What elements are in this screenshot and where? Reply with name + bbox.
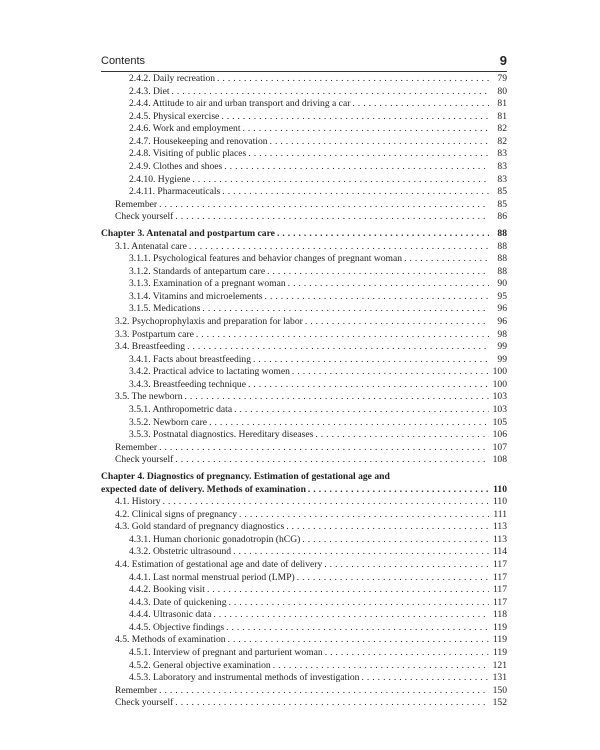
dot-leader: [305, 316, 489, 329]
dot-leader: [361, 672, 489, 685]
toc-entry-page: 117: [492, 571, 507, 583]
toc-entry-title: 4.4.3. Date of quickening: [129, 596, 227, 608]
toc-entry-title: 3.1. Antenatal care: [115, 240, 187, 252]
toc-entry-title: 2.4.10. Hygiene: [129, 173, 191, 185]
toc-entry-title: 3.5. The newborn: [115, 391, 183, 403]
toc-entry-title: 2.4.5. Physical exercise: [129, 110, 220, 122]
toc-entry-title: Chapter 3. Antenatal and postpartum care: [101, 227, 275, 239]
toc-entry-page: 100: [492, 378, 507, 390]
toc-entry-page: 110: [492, 496, 507, 508]
dot-leader: [325, 647, 489, 660]
dot-leader: [404, 253, 489, 266]
toc-entry[interactable]: [101, 148, 507, 161]
toc-entry[interactable]: [101, 391, 507, 404]
toc-entry-page: 110: [493, 483, 507, 495]
dot-leader: [196, 329, 489, 342]
toc-entry-page: 121: [492, 659, 507, 671]
toc-entry[interactable]: [101, 86, 507, 99]
dot-leader: [172, 86, 489, 99]
table-of-contents: [101, 73, 507, 710]
toc-entry-title: 4.3. Gold standard of pregnancy diagnostics: [115, 521, 285, 533]
toc-entry-title: 3.4.3. Breastfeeding technique: [129, 378, 246, 390]
toc-entry-title: 3.4.2. Practical advice to lactating women: [129, 366, 290, 378]
toc-entry-title: 4.1. History: [115, 496, 161, 508]
toc-entry[interactable]: [101, 199, 507, 212]
dot-leader: [229, 597, 489, 610]
toc-entry[interactable]: [101, 442, 507, 455]
toc-entry-page: 117: [492, 558, 507, 570]
toc-entry[interactable]: [101, 454, 507, 467]
running-header: [101, 55, 507, 72]
toc-entry[interactable]: [101, 660, 507, 673]
toc-entry-title: 3.2. Psychoprophylaxis and preparation for labor: [115, 315, 303, 327]
toc-entry-page: 88: [497, 227, 507, 239]
toc-entry[interactable]: [101, 521, 507, 534]
toc-entry-title: 4.2. Clinical signs of pregnancy: [115, 508, 238, 520]
dot-leader: [222, 186, 489, 199]
toc-entry[interactable]: [101, 266, 507, 279]
toc-entry-page: 83: [497, 161, 507, 173]
toc-entry-title: 3.4. Breastfeeding: [115, 341, 186, 353]
dot-leader: [187, 341, 489, 354]
dot-leader: [163, 496, 489, 509]
toc-entry-page: 114: [492, 546, 507, 558]
toc-entry-page: 119: [492, 634, 507, 646]
toc-entry-page: 88: [497, 253, 507, 265]
toc-entry-page: 85: [497, 198, 507, 210]
toc-entry-page: 90: [497, 278, 507, 290]
dot-leader: [308, 484, 489, 497]
toc-entry[interactable]: [101, 161, 507, 174]
toc-entry[interactable]: [101, 429, 507, 442]
page-number: 9: [499, 53, 507, 68]
toc-entry-title: 2.4.6. Work and employment: [129, 123, 241, 135]
toc-entry-title: 2.4.8. Visiting of public places: [129, 148, 247, 160]
toc-entry[interactable]: [101, 697, 507, 710]
toc-entry-page: 81: [497, 110, 507, 122]
toc-entry-page: 100: [492, 366, 507, 378]
toc-entry-page: 81: [497, 98, 507, 110]
dot-leader: [175, 211, 489, 224]
toc-entry-title: 4.5.2. General objective examination: [129, 659, 271, 671]
toc-entry-title: 3.4.1. Facts about breastfeeding: [129, 353, 252, 365]
toc-entry[interactable]: [101, 584, 507, 597]
toc-entry[interactable]: [101, 622, 507, 635]
toc-entry[interactable]: [101, 111, 507, 124]
toc-entry-title: 4.3.1. Human chorionic gonadotropin (hCG): [129, 533, 301, 545]
toc-entry-page: 108: [492, 454, 507, 466]
dot-leader: [292, 366, 489, 379]
toc-entry-page: 82: [497, 135, 507, 147]
dot-leader: [224, 161, 489, 174]
dot-leader: [217, 73, 489, 86]
dot-leader: [226, 622, 489, 635]
toc-entry-title: Check yourself: [115, 211, 174, 223]
dot-leader: [243, 123, 490, 136]
toc-entry-title: 3.1.4. Vitamins and microelements: [129, 290, 263, 302]
toc-entry-page: 119: [492, 647, 507, 659]
toc-entry-page: 107: [492, 441, 507, 453]
toc-entry-title: 3.5.2. Newborn care: [129, 416, 208, 428]
toc-entry-page: 103: [492, 391, 507, 403]
toc-entry-title: Check yourself: [115, 697, 174, 709]
toc-entry-title: 3.5.1. Anthropometric data: [129, 404, 233, 416]
toc-entry-title: 3.3. Postpartum care: [115, 328, 194, 340]
toc-entry[interactable]: [101, 329, 507, 342]
dot-leader: [253, 354, 489, 367]
dot-leader: [234, 404, 489, 417]
dot-leader: [352, 98, 489, 111]
toc-entry[interactable]: [101, 496, 507, 509]
dot-leader: [239, 509, 489, 522]
toc-entry[interactable]: [101, 546, 507, 559]
toc-entry-title: 4.3.2. Obstetric ultrasound: [129, 546, 232, 558]
dot-leader: [175, 697, 489, 710]
toc-entry-page: 105: [492, 416, 507, 428]
toc-entry-page: 79: [497, 73, 507, 84]
toc-entry[interactable]: [101, 417, 507, 430]
toc-entry-page: 95: [497, 290, 507, 302]
toc-entry-title: Chapter 4. Diagnostics of pregnancy. Estimation of gestational age and: [101, 470, 390, 482]
toc-entry[interactable]: [101, 316, 507, 329]
dot-leader: [248, 379, 489, 392]
toc-entry-page: 99: [497, 341, 507, 353]
dot-leader: [159, 685, 489, 698]
dot-leader: [302, 534, 489, 547]
toc-entry-page: 80: [497, 85, 507, 97]
toc-entry-title: 4.4.1. Last normal menstrual period (LMP): [129, 571, 295, 583]
toc-entry-page: 96: [497, 315, 507, 327]
toc-entry-title: 2.4.3. Diet: [129, 85, 170, 97]
running-title: Contents: [101, 55, 146, 67]
dot-leader: [297, 572, 489, 585]
toc-entry-title: 4.4.5. Objective findings: [129, 621, 225, 633]
toc-entry[interactable]: [101, 634, 507, 647]
toc-entry-page: 113: [492, 521, 507, 533]
toc-entry-page: 88: [497, 265, 507, 277]
toc-entry-page: 82: [497, 123, 507, 135]
toc-entry[interactable]: [101, 241, 507, 254]
toc-entry-page: 119: [492, 621, 507, 633]
toc-entry[interactable]: [101, 211, 507, 224]
toc-entry-page: 96: [497, 303, 507, 315]
dot-leader: [189, 241, 489, 254]
toc-entry-title: 3.1.2. Standards of antepartum care: [129, 265, 266, 277]
toc-entry[interactable]: [101, 303, 507, 316]
toc-entry[interactable]: [101, 509, 507, 522]
toc-entry-title: 2.4.4. Attitude to air and urban transport and driving a car: [129, 98, 351, 110]
dot-leader: [185, 391, 490, 404]
toc-entry[interactable]: [101, 341, 507, 354]
toc-chapter-entry[interactable]: [101, 228, 507, 241]
toc-entry-page: 117: [492, 584, 507, 596]
toc-entry[interactable]: [101, 174, 507, 187]
toc-entry[interactable]: [101, 354, 507, 367]
dot-leader: [175, 454, 489, 467]
toc-entry[interactable]: [101, 73, 507, 86]
dot-leader: [315, 429, 489, 442]
toc-entry-page: 113: [492, 533, 507, 545]
toc-entry[interactable]: [101, 366, 507, 379]
toc-entry-title: 4.4.4. Ultrasonic data: [129, 609, 212, 621]
toc-entry-title: 3.1.1. Psychological features and behavior changes of pregnant woman: [129, 253, 403, 265]
dot-leader: [277, 228, 489, 241]
toc-entry-title: 4.5.3. Laboratory and instrumental methods of investigation: [129, 672, 360, 684]
toc-entry-page: 98: [497, 328, 507, 340]
toc-entry-title: expected date of delivery. Methods of examination: [101, 483, 306, 495]
toc-entry[interactable]: [101, 136, 507, 149]
toc-entry-title: 2.4.9. Clothes and shoes: [129, 161, 223, 173]
toc-entry-page: 117: [492, 596, 507, 608]
toc-entry-page: 152: [492, 697, 507, 709]
dot-leader: [273, 660, 489, 673]
toc-entry-page: 111: [493, 508, 507, 520]
toc-entry-title: 2.4.7. Housekeeping and renovation: [129, 135, 268, 147]
dot-leader: [213, 609, 489, 622]
toc-entry[interactable]: [101, 98, 507, 111]
toc-entry[interactable]: [101, 572, 507, 585]
toc-entry-page: 103: [492, 404, 507, 416]
toc-entry[interactable]: [101, 559, 507, 572]
dot-leader: [209, 417, 489, 430]
toc-entry[interactable]: [101, 609, 507, 622]
toc-entry-title: Check yourself: [115, 454, 174, 466]
toc-entry[interactable]: [101, 186, 507, 199]
toc-entry-title: 2.4.11. Pharmaceuticals: [129, 186, 221, 198]
toc-entry-title: 3.1.3. Examination of a pregnant woman: [129, 278, 286, 290]
toc-entry-page: 83: [497, 148, 507, 160]
toc-entry-title: 3.5.3. Postnatal diagnostics. Hereditary diseases: [129, 429, 314, 441]
toc-entry-page: 150: [492, 684, 507, 696]
dot-leader: [233, 546, 489, 559]
toc-entry-title: 4.5. Methods of examination: [115, 634, 226, 646]
dot-leader: [324, 559, 489, 572]
toc-entry[interactable]: [101, 291, 507, 304]
toc-entry[interactable]: [101, 647, 507, 660]
dot-leader: [228, 634, 489, 647]
toc-entry[interactable]: [101, 597, 507, 610]
toc-entry[interactable]: [101, 278, 507, 291]
dot-leader: [221, 111, 489, 124]
dot-leader: [286, 521, 489, 534]
toc-entry[interactable]: [101, 379, 507, 392]
toc-entry[interactable]: [101, 672, 507, 685]
toc-entry-page: 88: [497, 240, 507, 252]
toc-entry-title: 4.5.1. Interview of pregnant and parturient woman: [129, 647, 323, 659]
toc-entry[interactable]: [101, 534, 507, 547]
toc-entry-page: 83: [497, 173, 507, 185]
toc-entry-title: 3.1.5. Medications: [129, 303, 201, 315]
dot-leader: [288, 278, 489, 291]
toc-chapter-entry[interactable]: [101, 484, 507, 497]
toc-entry-title: Remember: [115, 198, 158, 210]
dot-leader: [159, 199, 489, 212]
toc-entry-title: Remember: [115, 684, 158, 696]
dot-leader: [248, 148, 489, 161]
toc-entry-page: 85: [497, 186, 507, 198]
toc-entry-title: Remember: [115, 441, 158, 453]
toc-entry-title: 4.4.2. Booking visit: [129, 584, 205, 596]
dot-leader: [267, 266, 489, 279]
toc-entry-page: 118: [492, 609, 507, 621]
dot-leader: [265, 291, 489, 304]
toc-entry-page: 86: [497, 211, 507, 223]
toc-entry-page: 106: [492, 429, 507, 441]
toc-entry[interactable]: [101, 404, 507, 417]
dot-leader: [207, 584, 489, 597]
toc-entry-title: 2.4.2. Daily recreation: [129, 73, 216, 84]
toc-entry-page: 99: [497, 353, 507, 365]
toc-entry-title: 4.4. Estimation of gestational age and date of delivery: [115, 558, 323, 570]
toc-entry[interactable]: [101, 685, 507, 698]
toc-entry[interactable]: [101, 253, 507, 266]
dot-leader: [270, 136, 489, 149]
toc-entry[interactable]: [101, 123, 507, 136]
toc-entry-page: 131: [492, 672, 507, 684]
dot-leader: [192, 174, 489, 187]
toc-chapter-entry[interactable]: [101, 471, 507, 484]
dot-leader: [159, 442, 489, 455]
dot-leader: [202, 303, 489, 316]
